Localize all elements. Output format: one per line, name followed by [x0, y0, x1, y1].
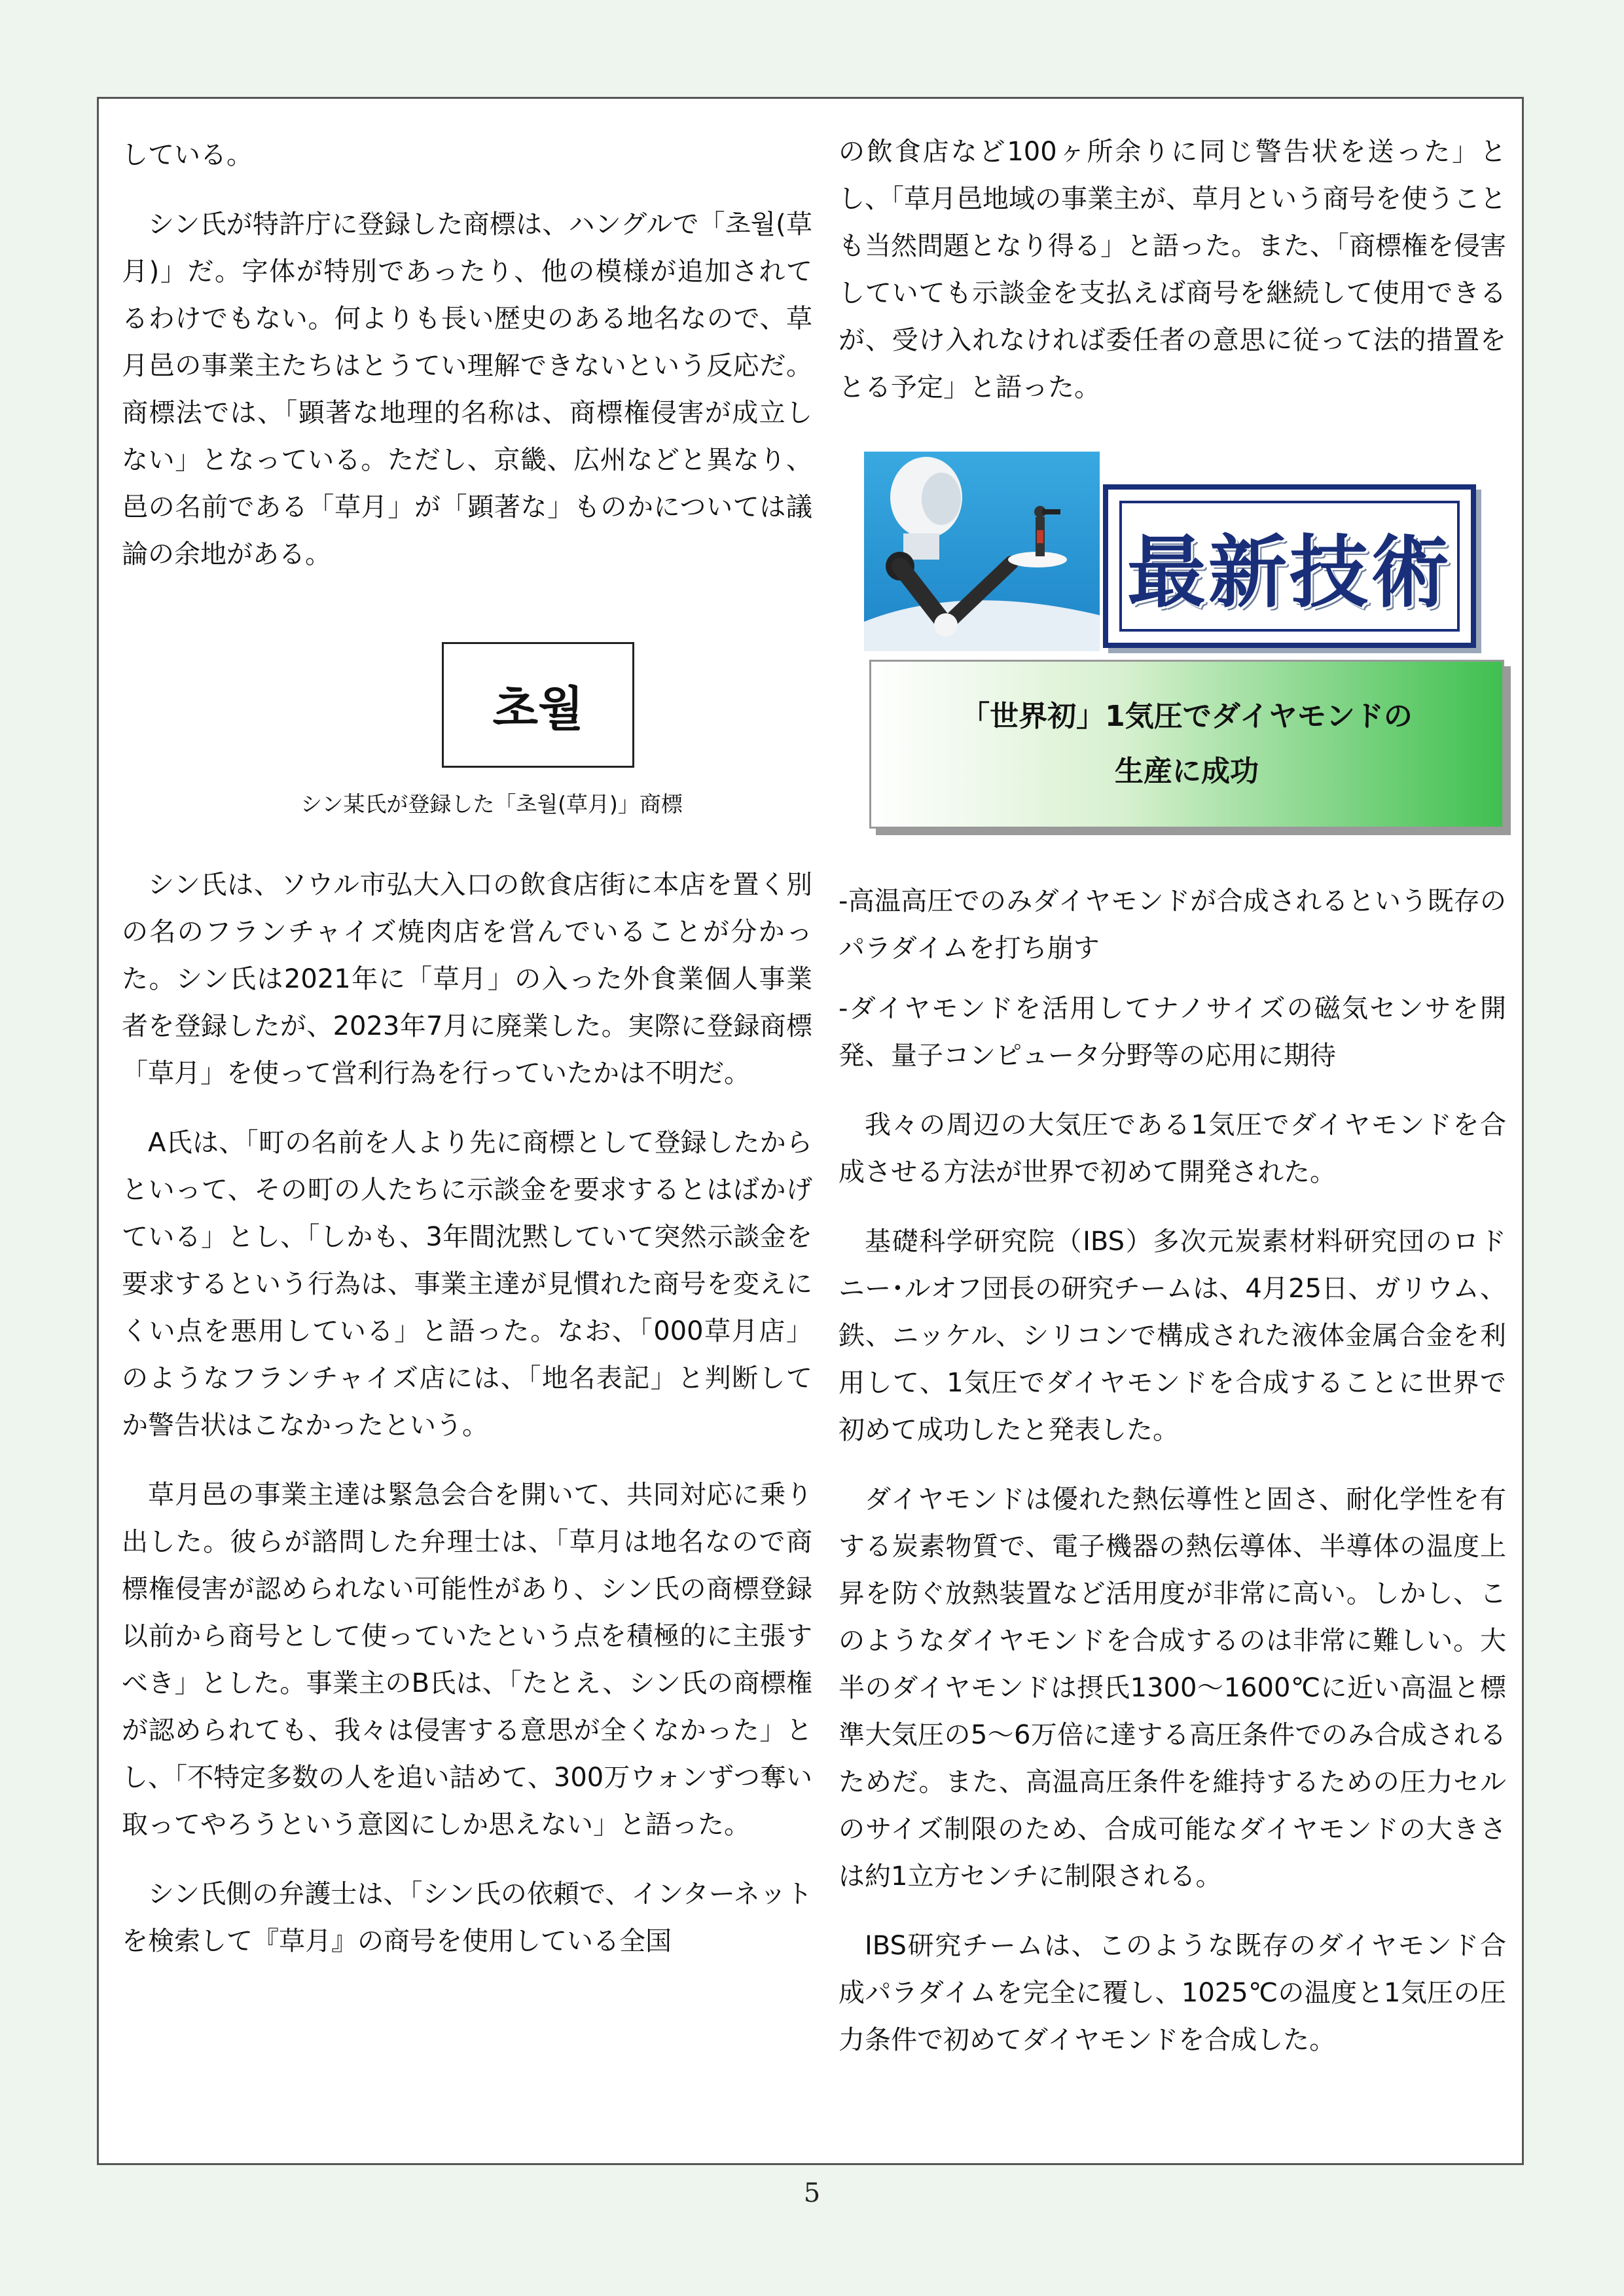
article-headline — [869, 660, 1504, 829]
page-number: 5 — [803, 2178, 821, 2208]
right-paragraph-5: IBS研究チームは、このような既存のダイヤモンド合成パラダイムを完全に覆し、1025℃の温度と1気圧の圧力条件で初めてダイヤモンドを合成した。 — [839, 1931, 1506, 2055]
robot-icon — [864, 452, 1100, 651]
right-paragraph-1: の飲食店など100ヶ所余りに同じ警告状を送った」とし、「草月邑地域の事業主が、草月という商号を使うことも当然問題となり得る」と語った。また、「商標権を侵害していても示談金を支払えば商号を継続して使用できるが、受け入れなければ委任者の意思に従って法的措置をとる予定」と語った。 — [839, 137, 1506, 403]
left-column-lower — [122, 861, 812, 1965]
banner-title-box — [1103, 484, 1476, 648]
left-paragraph-5: 草月邑の事業主達は緊急会合を開いて、共同対応に乗り出した。彼らが諮問した弁理士は、「草月は地名なので商標権侵害が認められない可能性があり、シン氏の商標登録以前から商号として使っていたという点を積極的に主張すべき」とした。事業主のB氏は、「たとえ、シン氏の商標権が認められても、我々は侵害する意思が全くなかった」とし、「不特定多数の人を追い詰めて、300万ウォンずつ奪い取ってやろうという意図にしか思えない」と語った。 — [122, 1480, 812, 1840]
left-paragraph-2: シン氏が特許庁に登録した商標は、ハングルで「초월(草月)」だ。字体が特別であったり、他の模様が追加されてるわけでもない。何よりも長い歴史のある地名なので、草月邑の事業主たちはとうてい理解できないという反応だ。商標法では、「顕著な地理的名称は、商標権侵害が成立しない」となっている。ただし、京畿、広州などと異なり、邑の名前である「草月」が「顕著な」ものかについては議論の余地がある。 — [122, 209, 812, 569]
left-paragraph-1: している。 — [122, 140, 253, 170]
tech-banner — [864, 452, 1525, 844]
trademark-caption: シン某氏が登録した「초월(草月)」商標 — [300, 791, 683, 817]
robot-illustration — [864, 452, 1100, 651]
right-column — [839, 99, 1506, 411]
headline-line-2: 生産に成功 — [1115, 755, 1259, 788]
right-paragraph-4: ダイヤモンドは優れた熱伝導性と固さ、耐化学性を有する炭素物質で、電子機器の熱伝導体、半導体の温度上昇を防ぐ放熱装置など活用度が非常に高い。しかし、このようなダイヤモンドを合成するのは非常に難しい。大半のダイヤモンドは摂氏1300～1600℃に近い高温と標準大気圧の5～6万倍に達する高圧条件でのみ合成されるためだ。また、高温高圧条件を維持するための圧力セルのサイズ制限のため、合成可能なダイヤモンドの大きさは約1立方センチに制限される。 — [839, 1484, 1506, 1892]
left-paragraph-4: A氏は、「町の名前を人より先に商標として登録したからといって、その町の人たちに示談金を要求するとはばかげている」とし、「しかも、3年間沈黙していて突然示談金を要求するという行為は、事業主達が見慣れた商号を変えにくい点を悪用している」と語った。なお、「000草月店」のようなフランチャイズ店には、「地名表記」と判断してか警告状はこなかったという。 — [122, 1128, 812, 1441]
bullet-2: -ダイヤモンドを活用してナノサイズの磁気センサを開発、量子コンピュータ分野等の応用に期待 — [839, 994, 1506, 1071]
left-column — [122, 99, 812, 578]
left-paragraph-6: シン氏側の弁護士は、「シン氏の依頼で、インターネットを検索して『草月』の商号を使用している全国 — [122, 1879, 812, 1956]
right-column-lower — [839, 878, 1506, 2064]
page-frame — [97, 97, 1524, 2165]
bullet-1: -高温高圧でのみダイヤモンドが合成されるという既存のパラダイムを打ち崩す — [839, 886, 1506, 963]
right-paragraph-3: 基礎科学研究院（IBS）多次元炭素材料研究団のロドニー･ルオフ団長の研究チームは、4月25日、ガリウム、鉄、ニッケル、シリコンで構成された液体金属合金を利用して、1気圧でダイヤモンドを合成することに世界で初めて成功したと発表した。 — [839, 1227, 1506, 1445]
trademark-box — [442, 642, 634, 768]
left-paragraph-3: シン氏は、ソウル市弘大入口の飲食店街に本店を置く別の名のフランチャイズ焼肉店を営んでいることが分かった。シン氏は2021年に「草月」の入った外食業個人事業者を登録したが、2023年7月に廃業した。実際に登録商標「草月」を使って営利行為を行っていたかは不明だ。 — [122, 870, 812, 1088]
right-paragraph-2: 我々の周辺の大気圧である1気圧でダイヤモンドを合成させる方法が世界で初めて開発された。 — [839, 1110, 1506, 1187]
headline-line-1: 「世界初」1気圧でダイヤモンドの — [961, 700, 1413, 733]
banner-title: 最新技術 — [1119, 501, 1460, 632]
trademark-text: 초월 — [492, 681, 584, 736]
